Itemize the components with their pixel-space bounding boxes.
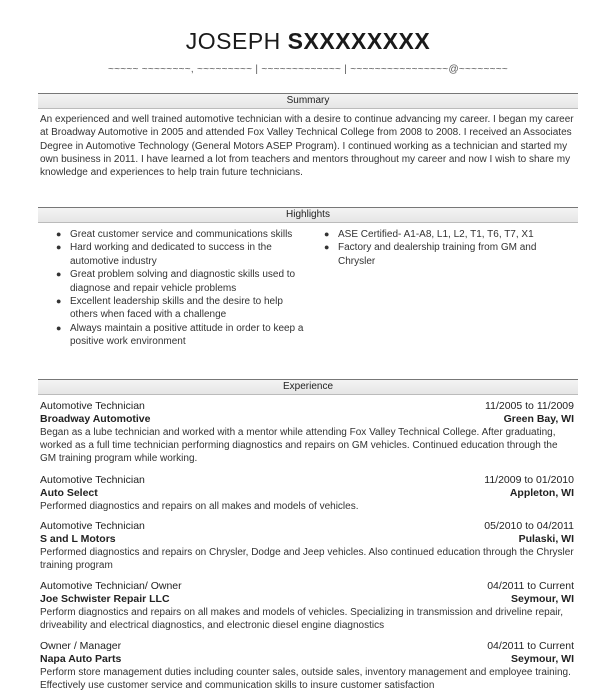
bullet-icon: ● <box>56 242 62 253</box>
job-description: Performed diagnostics and repairs on all makes and models of vehicles. <box>40 501 359 512</box>
bullet-icon: ● <box>56 229 62 239</box>
job-title: Owner / Manager <box>40 640 122 652</box>
summary-heading: Summary <box>38 93 578 109</box>
highlights-right-list <box>320 228 558 268</box>
job-entry <box>40 520 574 572</box>
job-title: Automotive Technician/ Owner <box>40 580 182 592</box>
bullet-icon: ● <box>56 322 62 333</box>
job-entry <box>40 640 574 692</box>
highlight-item: ● Hard working and dedicated to success in the automotive industry <box>56 242 272 267</box>
highlights-left-list <box>52 228 310 349</box>
candidate-name <box>0 28 616 55</box>
job-location: Seymour, WI <box>510 653 574 665</box>
job-description: Began as a lube technician and worked with a mentor while attending Fox Valley Technical College. After graduating, worked as a full time technician performing diagnostics and repairs on GM vehicles. Continued education through the GM training program while working. <box>40 427 558 464</box>
job-title: Automotive Technician <box>40 520 145 532</box>
job-entry <box>40 580 574 632</box>
job-dates: 05/2010 to 04/2011 <box>484 520 574 532</box>
job-company: Napa Auto Parts <box>40 653 122 665</box>
job-company: Broadway Automotive <box>40 413 151 425</box>
highlight-item: ● Factory and dealership training from GM and Chrysler <box>324 242 537 267</box>
job-entry <box>40 474 574 513</box>
job-company: Joe Schwister Repair LLC <box>40 593 170 605</box>
job-title: Automotive Technician <box>40 474 145 486</box>
job-dates: 11/2009 to 01/2010 <box>484 474 574 486</box>
job-dates: 04/2011 to Current <box>487 580 574 592</box>
job-dates: 11/2005 to 11/2009 <box>485 400 574 412</box>
highlights-heading: Highlights <box>38 207 578 223</box>
job-title: Automotive Technician <box>40 400 145 412</box>
job-location: Pulaski, WI <box>518 533 574 545</box>
job-entry <box>40 400 574 465</box>
job-description: Perform diagnostics and repairs on all makes and models of vehicles. Specializing in transmission and driveline repair, driveability and electrical diagnostics, and electronic diesel engine diagnostics <box>40 607 564 631</box>
job-company: S and L Motors <box>40 533 116 545</box>
bullet-icon: ● <box>56 296 62 307</box>
job-location: Seymour, WI <box>510 593 574 605</box>
contact-line: ~~~~~ ~~~~~~~~, ~~~~~~~~~ | ~~~~~~~~~~~~~ | ~~~~~~~~~~~~~~~~@~~~~~~~~ <box>107 64 509 75</box>
job-dates: 04/2011 to Current <box>487 640 574 652</box>
last-name: SXXXXXXXX <box>287 28 431 54</box>
highlight-item: ● ASE Certified- A1-A8, L1, L2, T1, T6, T7, X1 <box>324 229 534 240</box>
bullet-icon: ● <box>324 229 330 239</box>
highlight-item: ● Excellent leadership skills and the desire to help others when faced with a challenge <box>56 296 283 321</box>
first-name: JOSEPH <box>185 28 281 54</box>
highlight-item: ● Great customer service and communications skills <box>56 229 293 240</box>
job-description: Performed diagnostics and repairs on Chrysler, Dodge and Jeep vehicles. Also continued education through the Chrysler training program <box>40 547 574 571</box>
highlight-item: ● Great problem solving and diagnostic skills used to diagnose and repair vehicle problems <box>56 269 296 294</box>
experience-heading: Experience <box>38 379 578 395</box>
bullet-icon: ● <box>56 269 62 280</box>
summary-text: An experienced and well trained automotive technician with a desire to continue advancing my career. I began my career at Broadway Automotive in 2005 and attended Fox Valley Technical College from 2008 to 2008. I received an Associates Degree in Automotive Technology (General Motors ASEP Program). I continued working as a technician and started my own business in 2011. I have learned a lot from teachers and mentors throughout my career and now I wish to share my knowledge and experiences to help train future technicians. <box>40 114 574 179</box>
bullet-icon: ● <box>324 242 330 253</box>
job-location: Appleton, WI <box>509 487 574 499</box>
job-company: Auto Select <box>40 487 98 499</box>
job-description: Perform store management duties including counter sales, outside sales, inventory management and employee training. Effectively use customer service and communication skills to insure customer satisfaction <box>40 667 571 691</box>
highlight-item: ● Always maintain a positive attitude in order to keep a positive work environment <box>56 322 304 348</box>
job-location: Green Bay, WI <box>503 413 574 425</box>
